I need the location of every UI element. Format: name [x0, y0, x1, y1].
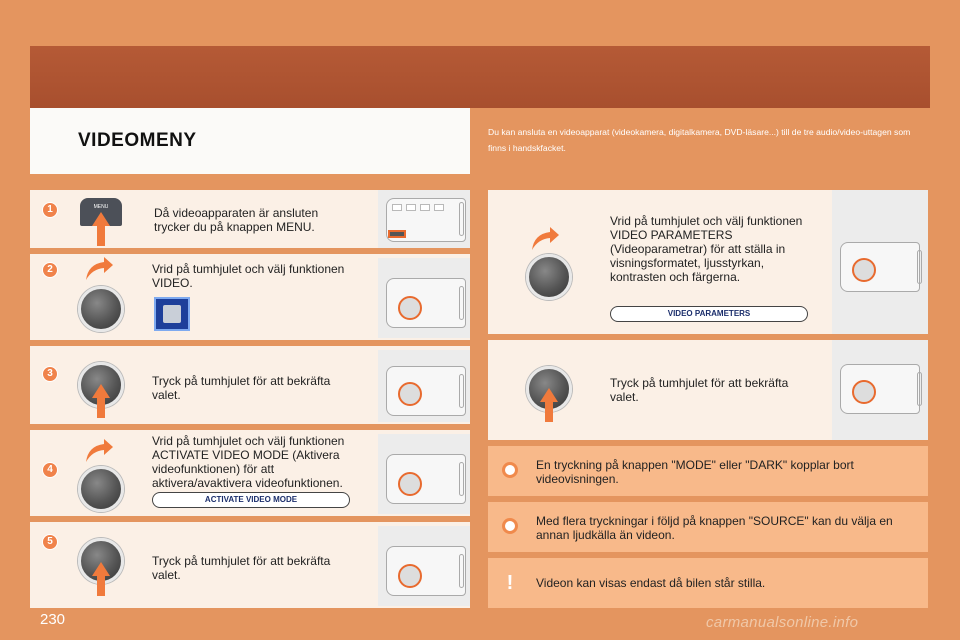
radio-unit: [378, 258, 470, 338]
rotate-arrow-icon: [530, 226, 560, 252]
radio-unit: [378, 526, 470, 606]
rotate-arrow-icon: [84, 256, 114, 282]
step-text: Vrid på tumhjulet och välj funktionen ACTIVATE VIDEO MODE (Aktivera videofunktionen) för att aktivera/avaktivera videofunktionen.: [152, 434, 345, 490]
step-number: 1: [42, 202, 58, 218]
video-screen-icon: [154, 297, 190, 331]
radio-unit: [378, 190, 470, 248]
note-stationary: [488, 558, 928, 608]
activate-video-mode-label: ACTIVATE VIDEO MODE: [152, 492, 350, 508]
menu-key-highlight: [388, 230, 406, 238]
watermark: carmanualsonline.info: [706, 614, 859, 631]
step-text: Tryck på tumhjulet för att bekräfta valet.: [152, 374, 331, 402]
video-parameters-label: VIDEO PARAMETERS: [610, 306, 808, 322]
rotate-arrow-icon: [84, 438, 114, 464]
sun-icon: [502, 462, 518, 478]
step-text: Vrid på tumhjulet och välj funktionen VIDEO.: [152, 262, 345, 290]
step-text: Tryck på tumhjulet för att bekräfta valet.: [610, 376, 789, 404]
step-number: 4: [42, 462, 58, 478]
step-text: Vrid på tumhjulet och välj funktionen VIDEO PARAMETERS (Videoparametrar) för att ställa in visningsformatet, ljusstyrkan, kontrasten och färgerna.: [610, 214, 803, 284]
note-mode-dark: [488, 446, 928, 496]
page-number: 230: [40, 611, 66, 628]
intro-text: Du kan ansluta en videoapparat (videokamera, digitalkamera, DVD-läsare...) till de tre audio/video-uttagen som finns i handskfacket.: [488, 127, 911, 153]
step-text: Tryck på tumhjulet för att bekräfta valet.: [152, 554, 331, 582]
radio-unit: [378, 434, 470, 514]
thumbwheel-icon: [78, 286, 124, 332]
note-source: [488, 502, 928, 552]
step-text: Då videoapparaten är ansluten trycker du på knappen MENU.: [154, 206, 319, 234]
menu-button: MENU: [80, 198, 122, 226]
page-title: VIDEOMENY: [78, 130, 197, 151]
thumbwheel-icon: [526, 254, 572, 300]
note-text: Videon kan visas endast då bilen står stilla.: [536, 576, 766, 590]
note-text: Med flera tryckningar i följd på knappen "SOURCE" kan du välja en annan ljudkälla än videon.: [536, 514, 893, 542]
sun-icon: [502, 518, 518, 534]
radio-unit: [832, 340, 928, 440]
radio-unit: [378, 350, 470, 422]
title-box: [30, 108, 470, 174]
radio-unit: [832, 190, 928, 334]
exclamation-icon: !: [506, 572, 514, 594]
step-number: 5: [42, 534, 58, 550]
header-band: [30, 46, 930, 108]
thumbwheel-icon: [78, 466, 124, 512]
step-number: 3: [42, 366, 58, 382]
step-number: 2: [42, 262, 58, 278]
note-text: En tryckning på knappen "MODE" eller "DARK" kopplar bort videovisningen.: [536, 458, 854, 486]
